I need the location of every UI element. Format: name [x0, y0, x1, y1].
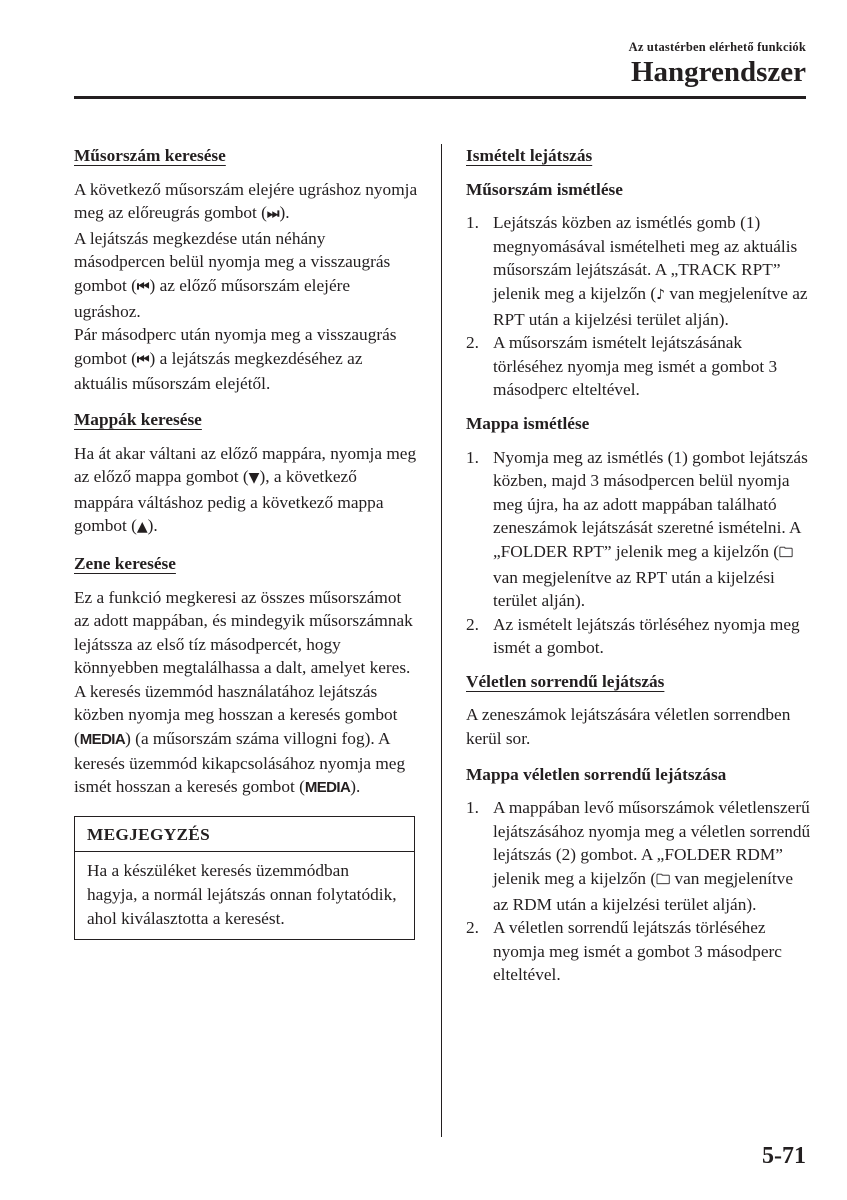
subsection-title-folder-repeat: Mappa ismétlése — [466, 413, 590, 433]
text: ) (a műsorszám száma villogni fog). A keresés üzemmód kikapcsolásához nyomja meg ismét hosszan a keresés gombot ( — [74, 729, 406, 797]
note-box — [74, 816, 415, 940]
text: van megjelenítve az RPT után a kijelzési terület alján). — [493, 283, 808, 329]
text: Nyomja meg az ismétlés (1) gombot lejátszás közben, majd 3 másodpercen belül nyomja meg újra, ha az adott mappában található zeneszámok lejátszását szeretné ismételni. A „FOLDER RPT” jelenik meg a kijelzőn ( — [493, 447, 808, 561]
right-column — [466, 144, 812, 997]
column-divider — [441, 144, 442, 1137]
paragraph-folder-search — [74, 442, 419, 540]
list-item — [466, 916, 812, 987]
list-item — [466, 613, 812, 660]
list-number: 2. — [466, 614, 479, 634]
header-rule — [74, 96, 806, 99]
text: Az ismételt lejátszás törléséhez nyomja meg ismét a gombot. — [493, 614, 800, 658]
section-title-track-search: Műsorszám keresése — [74, 146, 226, 165]
text: ). — [147, 516, 158, 536]
skip-back-icon: ⏮ — [136, 351, 150, 368]
track-repeat-steps — [466, 211, 812, 402]
text: ). — [350, 777, 361, 797]
media-button-label: MEDIA — [304, 779, 351, 797]
note-text: Ha a készüléket keresés üzemmódban hagyja, a normál lejátszás onnan folytatódik, ahol kiválasztotta a keresést. — [87, 861, 397, 928]
note-title: MEGJEGYZÉS — [75, 817, 414, 853]
text: Lejátszás közben az ismétlés gomb (1) megnyomásával ismételheti meg az aktuális műsorszám lejátszását. A „TRACK RPT” jelenik meg a kijelzőn ( — [493, 213, 798, 303]
paragraph-next-track — [74, 178, 419, 227]
text: van megjelenítve az RPT után a kijelzési terület alján). — [493, 567, 775, 611]
folder-icon: 🗀 — [779, 544, 794, 561]
section-title-repeat: Ismételt lejátszás — [466, 146, 593, 165]
paragraph-scan-usage — [74, 680, 419, 800]
media-button-label: MEDIA — [79, 731, 126, 749]
text: A műsorszám ismételt lejátszásának törléséhez nyomja meg ismét a gombot 3 másodperc elteltével. — [493, 333, 778, 400]
text: A következő műsorszám elejére ugráshoz nyomja meg az előreugrás gombot ( — [74, 179, 418, 223]
folder-repeat-steps — [466, 446, 812, 660]
section-title-music-scan: Zene keresése — [74, 553, 176, 573]
music-note-icon: ♪ — [656, 286, 666, 303]
paragraph-previous-track — [74, 227, 419, 323]
subsection-title-folder-random: Mappa véletlen sorrendű lejátszása — [466, 764, 727, 784]
text: ) az előző műsorszám elejére ugráshoz. — [74, 275, 351, 321]
text: ), a következő mappára váltáshoz pedig a következő mappa gombot ( — [74, 467, 384, 536]
folder-icon: 🗀 — [656, 872, 671, 889]
skip-forward-icon: ⏭ — [266, 206, 280, 223]
subsection-title-track-repeat: Műsorszám ismétlése — [466, 179, 623, 199]
page-number: 5-71 — [762, 1143, 806, 1169]
list-item — [466, 211, 812, 331]
list-number: 2. — [466, 918, 479, 938]
text: A lejátszás megkezdése után néhány másodpercen belül nyomja meg a visszaugrás gombot ( — [74, 228, 391, 295]
list-number: 1. — [466, 798, 479, 818]
paragraph-restart-track — [74, 323, 419, 396]
paragraph-scan-description: Ez a funkció megkeresi az összes műsorszámot az adott mappában, és mindegyik műsorszámnak lejátssza az első tíz másodpercét, hogy könnyebben megtalálhassa a dalt, amelyet keres. — [74, 587, 413, 678]
text: van megjelenítve az RDM után a kijelzési terület alján). — [493, 869, 793, 914]
chapter-subtitle: Az utastérben elérhető funkciók — [628, 40, 806, 54]
skip-back-icon: ⏮ — [136, 278, 150, 295]
paragraph-random: A zeneszámok lejátszására véletlen sorrendben kerül sor. — [466, 705, 791, 749]
text: A véletlen sorrendű lejátszás törléséhez nyomja meg ismét a gombot 3 másodperc elteltével. — [493, 918, 782, 985]
text: Pár másodperc után nyomja meg a visszaugrás gombot ( — [74, 325, 397, 368]
list-item — [466, 331, 812, 402]
list-number: 2. — [466, 333, 479, 353]
triangle-up-icon: ▲ — [136, 519, 148, 536]
left-column — [74, 144, 419, 940]
list-item — [466, 796, 812, 916]
list-item — [466, 446, 812, 613]
triangle-down-icon: ▼ — [248, 470, 260, 487]
text: ). — [279, 203, 290, 223]
text: A keresés üzemmód használatához lejátszás közben nyomja meg hosszan a keresés gombot ( — [74, 681, 398, 749]
text: A mappában levő műsorszámok véletlenszerű lejátszásához nyomja meg a véletlen sorrendű lejátszás (2) gombot. A „FOLDER RDM” jelenik meg a kijelzőn ( — [493, 798, 811, 889]
list-number: 1. — [466, 447, 479, 467]
section-title-random: Véletlen sorrendű lejátszás — [466, 671, 665, 691]
list-number: 1. — [466, 213, 479, 233]
text: ) a lejátszás megkezdéséhez az aktuális műsorszám elejétől. — [74, 348, 363, 394]
folder-random-steps — [466, 796, 812, 987]
page-title: Hangrendszer — [630, 56, 806, 88]
text: Ha át akar váltani az előző mappára, nyomja meg az előző mappa gombot ( — [74, 443, 417, 487]
section-title-folder-search: Mappák keresése — [74, 409, 202, 429]
